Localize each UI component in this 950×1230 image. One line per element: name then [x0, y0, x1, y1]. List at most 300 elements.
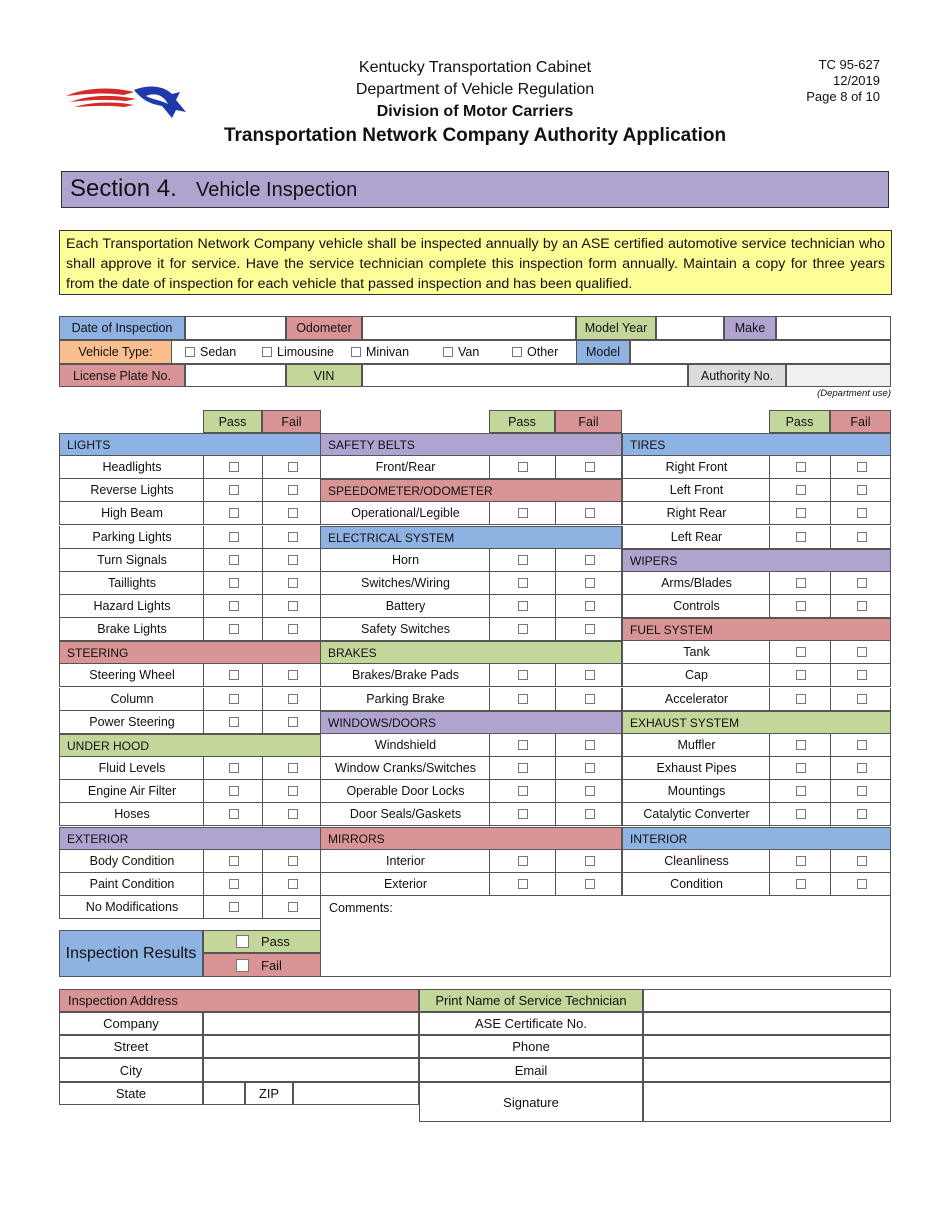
fail-checkbox[interactable]: [857, 485, 867, 495]
fail-cell: [830, 803, 892, 825]
checklist-item-label: Switches/Wiring: [361, 576, 450, 590]
print-name-field[interactable]: [643, 989, 891, 1012]
checklist-item-label: Operable Door Locks: [346, 784, 465, 798]
section-header: [61, 171, 889, 208]
checklist-item-label: Muffler: [677, 738, 716, 752]
fail-checkbox[interactable]: [585, 740, 595, 750]
pass-cell: [489, 664, 556, 686]
results-pass-checkbox[interactable]: [236, 935, 249, 948]
other-checkbox[interactable]: [512, 347, 522, 357]
checklist-item-label: Right Front: [665, 460, 728, 474]
pass-checkbox[interactable]: [796, 601, 806, 611]
checklist-item-label: Safety Switches: [361, 622, 450, 636]
checklist-item-label: Exhaust Pipes: [656, 761, 737, 775]
pass-cell: [769, 479, 831, 501]
checklist-item-label: Column: [110, 692, 154, 706]
fail-checkbox[interactable]: [288, 856, 298, 866]
fail-checkbox[interactable]: [288, 786, 298, 796]
results-pass-option[interactable]: [203, 930, 321, 953]
fail-checkbox[interactable]: [585, 601, 595, 611]
checklist-row: [320, 803, 622, 826]
section-number: Section 4.: [70, 175, 177, 202]
pass-checkbox[interactable]: [229, 532, 239, 542]
fail-checkbox[interactable]: [857, 694, 867, 704]
pass-checkbox[interactable]: [229, 555, 239, 565]
fail-checkbox[interactable]: [288, 532, 298, 542]
limousine-label: Limousine: [277, 345, 334, 359]
signature-field[interactable]: [643, 1082, 891, 1122]
results-fail-label: Fail: [261, 957, 282, 973]
pass-cell: [203, 595, 263, 617]
pass-checkbox[interactable]: [796, 809, 806, 819]
pass-checkbox[interactable]: [796, 462, 806, 472]
odometer-label: Odometer: [286, 316, 362, 340]
pass-checkbox[interactable]: [518, 786, 528, 796]
fail-checkbox[interactable]: [585, 578, 595, 588]
group-header-safety-belts: SAFETY BELTS: [320, 433, 622, 456]
fail-cell: [555, 734, 623, 756]
fail-checkbox[interactable]: [585, 670, 595, 680]
pass-checkbox[interactable]: [518, 856, 528, 866]
col3-pass-header: Pass: [769, 410, 830, 433]
fail-cell: [262, 873, 322, 895]
pass-checkbox[interactable]: [518, 670, 528, 680]
pass-checkbox[interactable]: [796, 786, 806, 796]
make-field[interactable]: [776, 316, 891, 340]
make-label: Make: [724, 316, 776, 340]
pass-checkbox[interactable]: [518, 578, 528, 588]
section-title: Vehicle Inspection: [196, 179, 358, 201]
checklist-item-label: Window Cranks/Switches: [334, 761, 476, 775]
phone-field[interactable]: [643, 1035, 891, 1058]
pass-checkbox[interactable]: [229, 717, 239, 727]
checklist-row: [59, 873, 321, 896]
pass-checkbox[interactable]: [229, 694, 239, 704]
pass-checkbox[interactable]: [229, 879, 239, 889]
fail-cell: [555, 850, 623, 872]
fail-checkbox[interactable]: [585, 694, 595, 704]
fail-cell: [830, 502, 892, 524]
fail-checkbox[interactable]: [288, 694, 298, 704]
fail-checkbox[interactable]: [857, 601, 867, 611]
fail-cell: [262, 757, 322, 779]
fail-cell: [555, 757, 623, 779]
fail-checkbox[interactable]: [288, 485, 298, 495]
checklist-item-label: Battery: [385, 599, 426, 613]
header-line1: Kentucky Transportation Cabinet: [358, 59, 592, 76]
fail-checkbox[interactable]: [857, 508, 867, 518]
vehicle-type-minivan[interactable]: [351, 344, 409, 360]
checklist-item-label: Operational/Legible: [351, 506, 460, 520]
group-header-exterior: EXTERIOR: [59, 827, 321, 850]
pass-checkbox[interactable]: [518, 809, 528, 819]
pass-checkbox[interactable]: [229, 624, 239, 634]
fail-checkbox[interactable]: [857, 462, 867, 472]
pass-cell: [489, 572, 556, 594]
fail-checkbox[interactable]: [857, 647, 867, 657]
checklist-row: [622, 572, 891, 595]
checklist-row: [622, 803, 891, 826]
fail-cell: [262, 526, 322, 548]
checklist-item-label: Mountings: [667, 784, 726, 798]
pass-cell: [769, 641, 831, 663]
checklist-item-label: Left Rear: [670, 530, 723, 544]
odometer-field[interactable]: [362, 316, 576, 340]
pass-checkbox[interactable]: [796, 508, 806, 518]
checklist-row: [622, 456, 891, 479]
pass-cell: [203, 618, 263, 640]
checklist-row: [622, 664, 891, 687]
pass-checkbox[interactable]: [796, 740, 806, 750]
checklist-item-label: Parking Lights: [92, 530, 172, 544]
checklist-row: [59, 572, 321, 595]
fail-cell: [830, 595, 892, 617]
fail-cell: [262, 618, 322, 640]
print-name-label: Print Name of Service Technician: [419, 989, 643, 1012]
col2-pass-header: Pass: [489, 410, 555, 433]
pass-cell: [203, 803, 263, 825]
group-header-steering: STEERING: [59, 641, 321, 664]
fail-checkbox[interactable]: [288, 763, 298, 773]
checklist-row: [59, 549, 321, 572]
pass-checkbox[interactable]: [518, 763, 528, 773]
checklist-item-label: Fluid Levels: [98, 761, 166, 775]
fail-checkbox[interactable]: [585, 786, 595, 796]
col2-fail-header: Fail: [555, 410, 622, 433]
checklist-row: [59, 780, 321, 803]
pass-cell: [769, 803, 831, 825]
fail-cell: [555, 456, 623, 478]
checklist-row: [320, 618, 622, 641]
model-field[interactable]: [630, 340, 891, 364]
checklist-row: [622, 688, 891, 711]
checklist-row: [622, 734, 891, 757]
state-label: State: [59, 1082, 203, 1105]
fail-cell: [262, 850, 322, 872]
pass-checkbox[interactable]: [796, 879, 806, 889]
intro-notice: Each Transportation Network Company vehicle shall be inspected annually by an ASE certified automotive service technician who shall approve it for service. Have the service technician complete this inspection form annually. Maintain a copy for three years from the date of inspection for each vehicle that passed inspection and has been qualified.: [59, 230, 892, 295]
checklist-item-label: Taillights: [108, 576, 156, 590]
checklist-item-label: Windshield: [374, 738, 437, 752]
checklist-row: [59, 896, 321, 919]
pass-checkbox[interactable]: [796, 856, 806, 866]
checklist-row: [59, 757, 321, 780]
results-pass-label: Pass: [261, 934, 290, 949]
zip-label: ZIP: [245, 1082, 293, 1105]
checklist-row: [320, 757, 622, 780]
checklist-item-label: Cleanliness: [664, 854, 729, 868]
results-fail-checkbox[interactable]: [236, 959, 249, 972]
pass-checkbox[interactable]: [229, 670, 239, 680]
zip-field[interactable]: [293, 1082, 419, 1105]
pass-checkbox[interactable]: [229, 786, 239, 796]
pass-checkbox[interactable]: [518, 555, 528, 565]
form-date: 12/2019: [833, 73, 880, 88]
date-of-inspection-field[interactable]: [185, 316, 286, 340]
pass-cell: [203, 757, 263, 779]
minivan-label: Minivan: [366, 345, 410, 359]
pass-cell: [489, 688, 556, 710]
group-header-lights: LIGHTS: [59, 433, 321, 456]
pass-cell: [489, 803, 556, 825]
checklist-item-label: Body Condition: [89, 854, 175, 868]
group-header-under-hood: UNDER HOOD: [59, 734, 321, 757]
pass-cell: [769, 664, 831, 686]
checklist-row: [320, 572, 622, 595]
pass-checkbox[interactable]: [229, 856, 239, 866]
fail-checkbox[interactable]: [857, 856, 867, 866]
checklist-row: [59, 502, 321, 525]
group-header-interior: INTERIOR: [622, 827, 891, 850]
pass-cell: [489, 873, 556, 895]
checklist-item-label: Steering Wheel: [89, 668, 175, 682]
fail-checkbox[interactable]: [585, 763, 595, 773]
checklist-item-label: Exterior: [383, 877, 428, 891]
fail-cell: [830, 780, 892, 802]
checklist-row: [320, 549, 622, 572]
checklist-item-label: Power Steering: [89, 715, 175, 729]
pass-checkbox[interactable]: [796, 578, 806, 588]
fail-checkbox[interactable]: [857, 763, 867, 773]
vehicle-type-limousine[interactable]: [262, 344, 334, 360]
fail-checkbox[interactable]: [857, 532, 867, 542]
ase-cert-field[interactable]: [643, 1012, 891, 1035]
fail-checkbox[interactable]: [585, 462, 595, 472]
fail-cell: [555, 618, 623, 640]
pass-checkbox[interactable]: [796, 694, 806, 704]
fail-cell: [830, 873, 892, 895]
checklist-row: [320, 664, 622, 687]
checklist-row: [622, 873, 891, 896]
checklist-row: [59, 595, 321, 618]
fail-checkbox[interactable]: [585, 856, 595, 866]
checklist-item-label: Interior: [386, 854, 425, 868]
signature-label: Signature: [419, 1082, 643, 1122]
pass-checkbox[interactable]: [518, 740, 528, 750]
checklist-row: [59, 456, 321, 479]
ase-cert-label: ASE Certificate No.: [419, 1012, 643, 1035]
pass-cell: [203, 456, 263, 478]
fail-cell: [830, 572, 892, 594]
checklist-item-label: High Beam: [101, 506, 163, 520]
city-field[interactable]: [203, 1058, 419, 1082]
pass-checkbox[interactable]: [518, 601, 528, 611]
pass-checkbox[interactable]: [518, 508, 528, 518]
pass-checkbox[interactable]: [229, 508, 239, 518]
fail-cell: [555, 780, 623, 802]
pass-checkbox[interactable]: [229, 763, 239, 773]
pass-cell: [489, 456, 556, 478]
checklist-row: [622, 757, 891, 780]
group-header-brakes: BRAKES: [320, 641, 622, 664]
fail-checkbox[interactable]: [288, 902, 298, 912]
fail-checkbox[interactable]: [585, 624, 595, 634]
fail-cell: [830, 456, 892, 478]
checklist-item-label: No Modifications: [85, 900, 179, 914]
authority-no-label: Authority No.: [688, 364, 786, 387]
vehicle-type-other[interactable]: [512, 344, 558, 360]
checklist-row: [320, 595, 622, 618]
pass-cell: [489, 618, 556, 640]
pass-checkbox[interactable]: [796, 670, 806, 680]
pass-cell: [203, 873, 263, 895]
fail-checkbox[interactable]: [288, 601, 298, 611]
checklist-row: [320, 873, 622, 896]
fail-checkbox[interactable]: [857, 809, 867, 819]
van-label: Van: [458, 345, 480, 359]
checklist-row: [320, 688, 622, 711]
fail-checkbox[interactable]: [288, 624, 298, 634]
fail-cell: [830, 757, 892, 779]
checklist-item-label: Accelerator: [664, 692, 729, 706]
pass-cell: [769, 757, 831, 779]
state-field[interactable]: [203, 1082, 245, 1105]
fail-cell: [830, 688, 892, 710]
fail-cell: [262, 664, 322, 686]
fail-cell: [830, 664, 892, 686]
fail-checkbox[interactable]: [585, 879, 595, 889]
street-field[interactable]: [203, 1035, 419, 1058]
fail-checkbox[interactable]: [857, 879, 867, 889]
fail-checkbox[interactable]: [585, 555, 595, 565]
fail-cell: [830, 479, 892, 501]
pass-checkbox[interactable]: [518, 879, 528, 889]
vehicle-type-van[interactable]: [443, 344, 479, 360]
group-header-mirrors: MIRRORS: [320, 827, 622, 850]
license-plate-field[interactable]: [185, 364, 286, 387]
checklist-item-label: Reverse Lights: [90, 483, 174, 497]
fail-checkbox[interactable]: [857, 786, 867, 796]
pass-checkbox[interactable]: [518, 624, 528, 634]
model-label: Model: [576, 340, 630, 364]
other-label: Other: [527, 345, 559, 359]
pass-checkbox[interactable]: [518, 694, 528, 704]
company-field[interactable]: [203, 1012, 419, 1035]
pass-cell: [769, 780, 831, 802]
pass-cell: [203, 664, 263, 686]
fail-checkbox[interactable]: [857, 578, 867, 588]
checklist-item-label: Horn: [391, 553, 420, 567]
results-fail-option[interactable]: [203, 953, 321, 977]
comments-box[interactable]: [320, 895, 891, 977]
checklist-item-label: Turn Signals: [97, 553, 167, 567]
checklist-item-label: Condition: [670, 877, 723, 891]
vin-field[interactable]: [362, 364, 688, 387]
pass-cell: [203, 572, 263, 594]
fail-checkbox[interactable]: [288, 670, 298, 680]
pass-cell: [769, 850, 831, 872]
fail-checkbox[interactable]: [585, 508, 595, 518]
pass-checkbox[interactable]: [796, 647, 806, 657]
vehicle-type-label: Vehicle Type:: [59, 340, 172, 364]
pass-checkbox[interactable]: [518, 462, 528, 472]
fail-checkbox[interactable]: [288, 809, 298, 819]
authority-no-field: [786, 364, 891, 387]
fail-cell: [262, 896, 322, 918]
pass-cell: [203, 850, 263, 872]
sedan-checkbox[interactable]: [185, 347, 195, 357]
pass-cell: [203, 688, 263, 710]
pass-checkbox[interactable]: [796, 763, 806, 773]
checklist-item-label: Tank: [683, 645, 710, 659]
form-number: TC 95-627: [818, 57, 880, 72]
email-field[interactable]: [643, 1058, 891, 1082]
fail-cell: [555, 873, 623, 895]
sedan-label: Sedan: [200, 345, 237, 359]
checklist-row: [59, 664, 321, 687]
minivan-checkbox[interactable]: [351, 347, 361, 357]
fail-cell: [555, 803, 623, 825]
company-label: Company: [59, 1012, 203, 1035]
vehicle-type-sedan[interactable]: [185, 344, 236, 360]
checklist-item-label: Catalytic Converter: [643, 807, 750, 821]
group-header-speedometer-odometer: SPEEDOMETER/ODOMETER: [320, 479, 622, 502]
fail-cell: [555, 664, 623, 686]
header-line2: Department of Vehicle Regulation: [355, 81, 595, 98]
fail-checkbox[interactable]: [288, 508, 298, 518]
model-year-label: Model Year: [576, 316, 656, 340]
pass-cell: [203, 711, 263, 733]
inspection-results: [59, 930, 321, 977]
fail-cell: [262, 803, 322, 825]
pass-cell: [203, 526, 263, 548]
pass-checkbox[interactable]: [229, 485, 239, 495]
group-header-fuel-system: FUEL SYSTEM: [622, 618, 891, 641]
pass-cell: [769, 873, 831, 895]
fail-checkbox[interactable]: [288, 717, 298, 727]
checklist-item-label: Hazard Lights: [93, 599, 171, 613]
fail-checkbox[interactable]: [288, 462, 298, 472]
pass-checkbox[interactable]: [229, 809, 239, 819]
checklist-item-label: Brakes/Brake Pads: [352, 668, 459, 682]
checklist-row: [59, 618, 321, 641]
comments-label: Comments:: [329, 901, 393, 915]
checklist-row: [59, 688, 321, 711]
col1-pass-header: Pass: [203, 410, 262, 433]
fail-checkbox[interactable]: [585, 809, 595, 819]
limousine-checkbox[interactable]: [262, 347, 272, 357]
pass-checkbox[interactable]: [229, 902, 239, 912]
pass-checkbox[interactable]: [229, 601, 239, 611]
fail-cell: [262, 595, 322, 617]
checklist-item-label: Front/Rear: [375, 460, 436, 474]
fail-cell: [555, 549, 623, 571]
fail-cell: [830, 850, 892, 872]
inspection-results-label: Inspection Results: [59, 930, 203, 977]
fail-checkbox[interactable]: [857, 670, 867, 680]
checklist-row: [59, 479, 321, 502]
checklist-row: [320, 780, 622, 803]
checklist-item-label: Arms/Blades: [661, 576, 732, 590]
license-plate-label: License Plate No.: [59, 364, 185, 387]
pass-cell: [769, 502, 831, 524]
pass-cell: [489, 502, 556, 524]
fail-checkbox[interactable]: [288, 555, 298, 565]
model-year-field[interactable]: [656, 316, 724, 340]
inspection-address-header: Inspection Address: [59, 989, 419, 1012]
pass-checkbox[interactable]: [229, 578, 239, 588]
pass-checkbox[interactable]: [796, 485, 806, 495]
group-header-windows-doors: WINDOWS/DOORS: [320, 711, 622, 734]
fail-checkbox[interactable]: [857, 740, 867, 750]
fail-checkbox[interactable]: [288, 879, 298, 889]
fail-cell: [262, 572, 322, 594]
fail-checkbox[interactable]: [288, 578, 298, 588]
pass-checkbox[interactable]: [229, 462, 239, 472]
checklist-item-label: Right Rear: [666, 506, 727, 520]
pass-checkbox[interactable]: [796, 532, 806, 542]
van-checkbox[interactable]: [443, 347, 453, 357]
